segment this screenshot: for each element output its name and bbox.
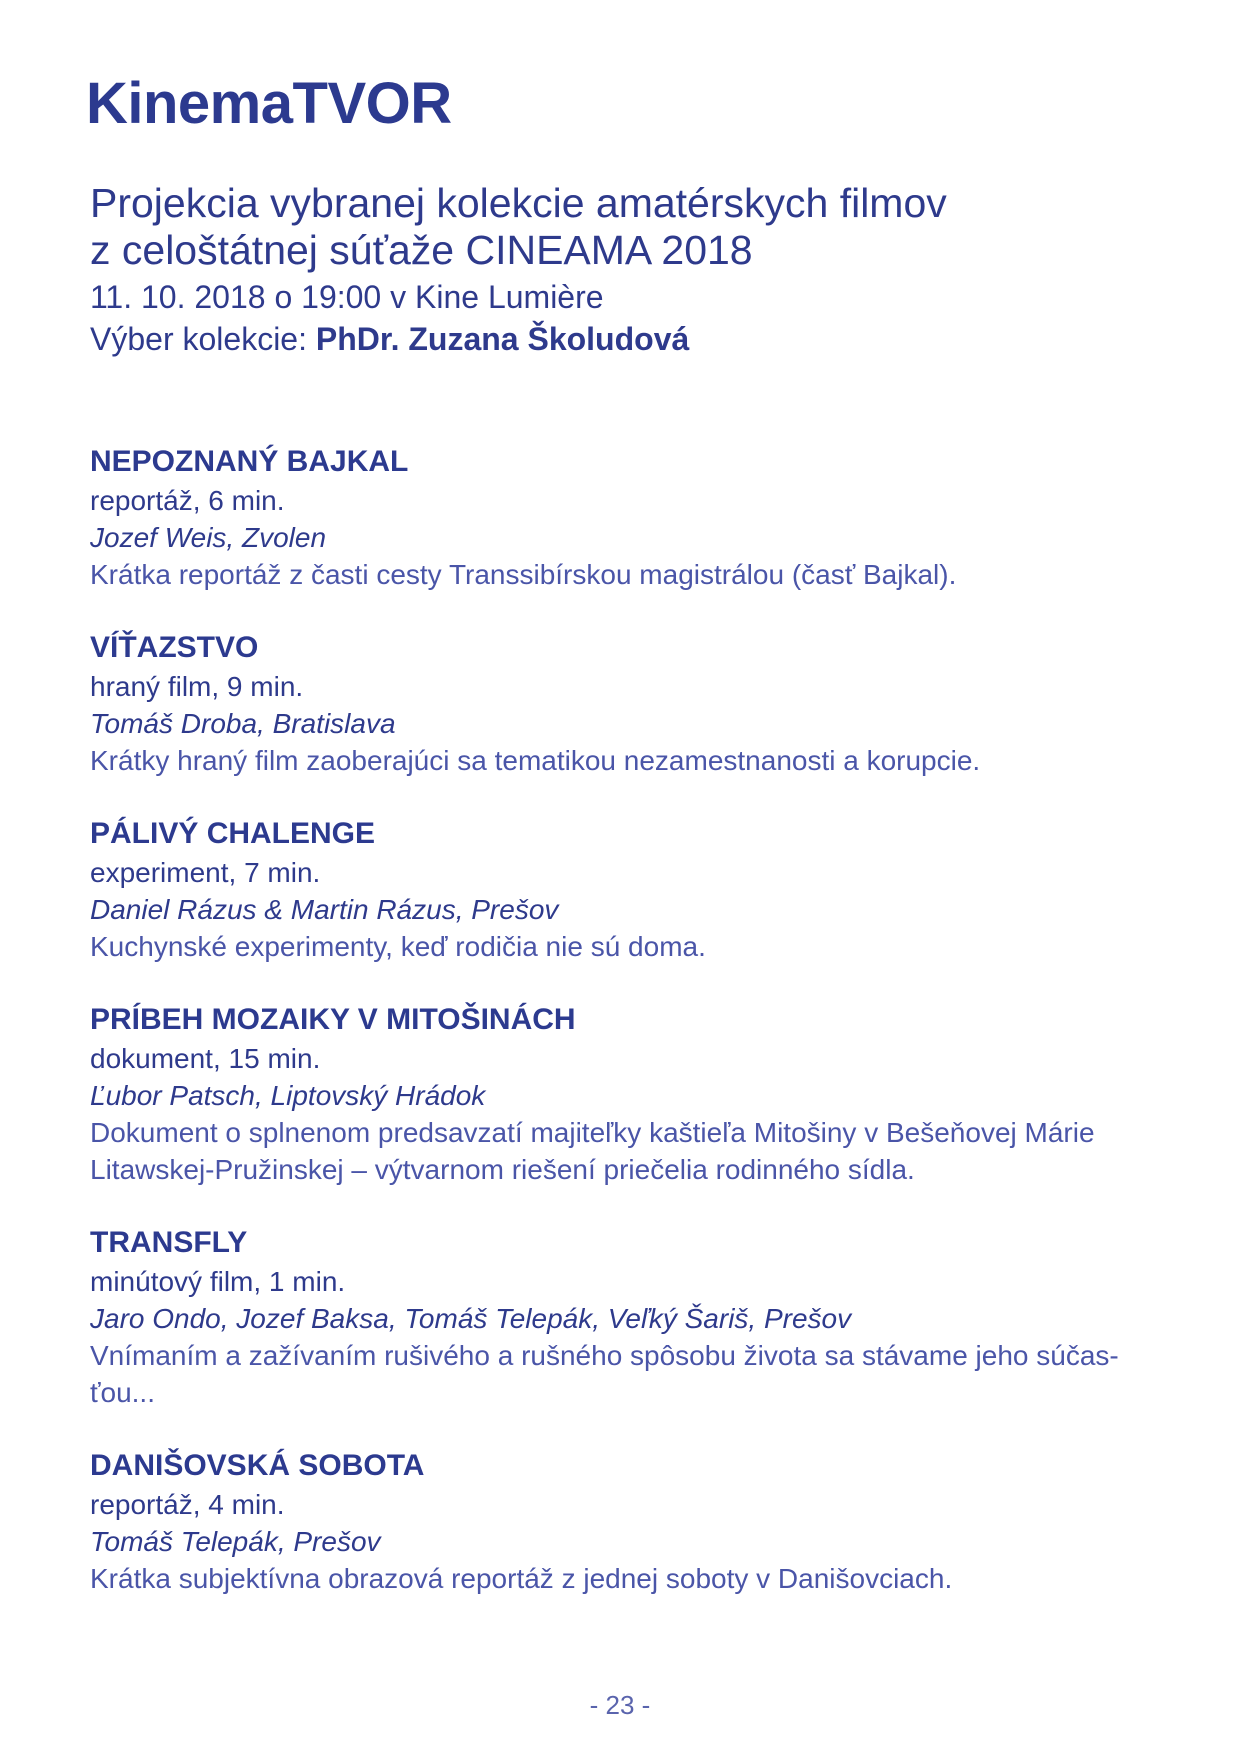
film-genre-duration: dokument, 15 min.: [90, 1043, 321, 1074]
film-description: Kuchynské experimenty, keď rodičia nie sú doma.: [90, 931, 706, 962]
event-datetime: 11. 10. 2018 o 19:00 v Kine Lumière: [90, 279, 604, 315]
film-genre-duration: experiment, 7 min.: [90, 857, 321, 888]
film-genre-duration: reportáž, 4 min.: [90, 1489, 285, 1520]
film-description-cont: ťou...: [90, 1377, 155, 1408]
film-entry: [90, 1223, 1160, 1411]
selection-label: Výber kolekcie:: [90, 321, 316, 357]
film-description: Krátky hraný film zaoberajúci sa tematikou nezamestnanosti a korupcie.: [90, 745, 981, 776]
film-entry: [90, 628, 1160, 779]
film-author: Daniel Rázus & Martin Rázus, Prešov: [90, 894, 559, 925]
film-title: DANIŠOVSKÁ SOBOTA: [90, 1449, 425, 1482]
film-title: NEPOZNANÝ BAJKAL: [90, 445, 409, 478]
brand-title: KinemaTVOR: [86, 71, 452, 136]
film-list: [90, 442, 1160, 1632]
film-entry: [90, 814, 1160, 965]
film-title: TRANSFLY: [90, 1226, 248, 1259]
film-entry: [90, 442, 1160, 593]
film-title: PÁLIVÝ CHALENGE: [90, 817, 376, 850]
page-number: - 23 -: [589, 1690, 651, 1720]
film-description: Dokument o splnenom predsavzatí majiteľky kaštieľa Mitošiny v Bešeňovej Márie: [90, 1117, 1095, 1148]
film-entry: [90, 1446, 1160, 1597]
film-author: Jozef Weis, Zvolen: [90, 522, 327, 553]
film-genre-duration: reportáž, 6 min.: [90, 485, 285, 516]
event-selection: [90, 318, 1150, 360]
event-title-line-1: Projekcia vybranej kolekcie amatérskych filmov: [90, 180, 947, 226]
film-author: Tomáš Droba, Bratislava: [90, 708, 396, 739]
film-description: Krátka subjektívna obrazová reportáž z jednej soboty v Danišovciach.: [90, 1563, 953, 1594]
film-genre-duration: minútový film, 1 min.: [90, 1266, 346, 1297]
film-author: Tomáš Telepák, Prešov: [90, 1526, 381, 1557]
event-title-line-2: z celoštátnej súťaže CINEAMA 2018: [90, 227, 753, 273]
film-author: Jaro Ondo, Jozef Baksa, Tomáš Telepák, Veľký Šariš, Prešov: [90, 1303, 852, 1334]
film-title: VÍŤAZSTVO: [90, 631, 259, 664]
film-description-cont: Litawskej-Pružinskej – výtvarnom riešení priečelia rodinného sídla.: [90, 1154, 915, 1185]
film-title: PRÍBEH MOZAIKY V MITOŠINÁCH: [90, 1003, 576, 1036]
film-description: Vnímaním a zažívaním rušivého a rušného spôsobu života sa stávame jeho súčas-: [90, 1340, 1119, 1371]
film-author: Ľubor Patsch, Liptovský Hrádok: [90, 1080, 486, 1111]
selection-curator: PhDr. Zuzana Školudová: [315, 321, 690, 357]
film-description: Krátka reportáž z časti cesty Transsibírskou magistrálou (časť Bajkal).: [90, 559, 957, 590]
event-intro: [90, 180, 1150, 360]
film-genre-duration: hraný film, 9 min.: [90, 671, 304, 702]
film-entry: [90, 1000, 1160, 1188]
